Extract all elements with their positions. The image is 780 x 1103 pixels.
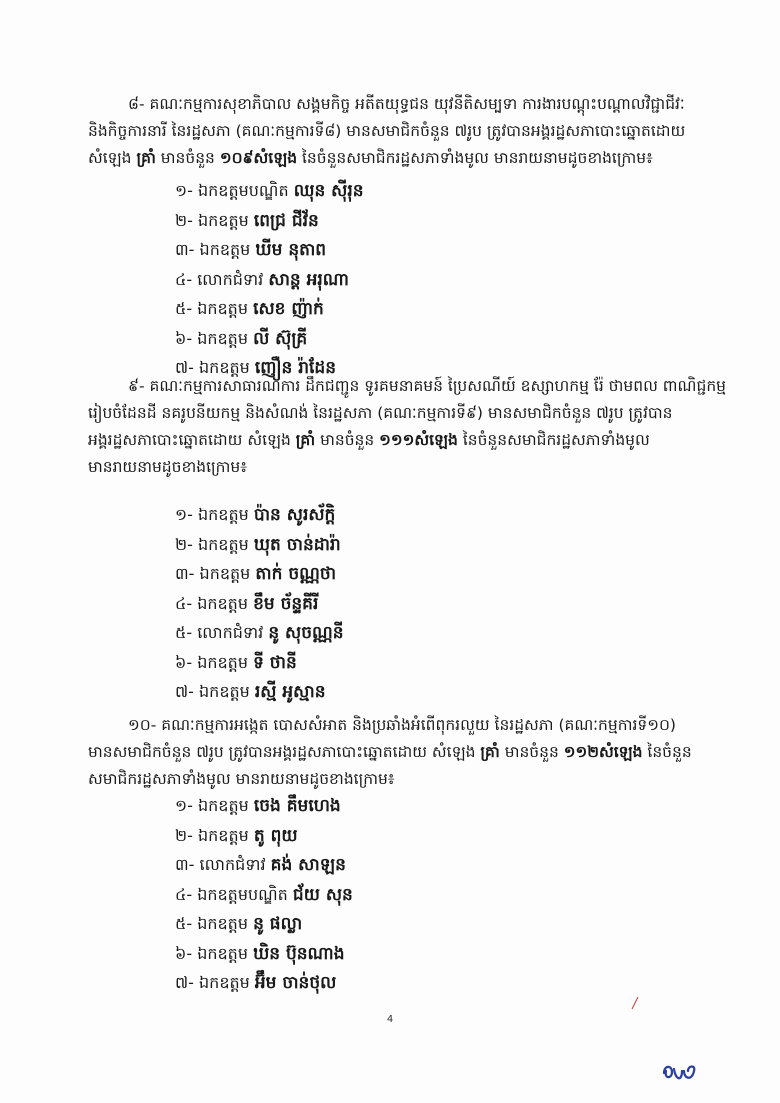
committee-8-vote-suffix: នៃចំនួនសមាជិករដ្ឋសភាទាំងមូល មានរាយនាមដូចខាងក្រោម៖: [301, 149, 653, 167]
member-name: ឈុន ស៊ីរុន: [293, 181, 364, 201]
member-item: [175, 265, 595, 295]
member-number: ៤-: [175, 593, 193, 613]
member-name: ឃិន ប៊ុនណាង: [253, 943, 345, 964]
member-title: ឯកឧត្តម: [197, 299, 248, 318]
committee-8-line-2: និងកិច្ចការនារី នៃរដ្ឋសភា (គណៈកម្មការទី៨) មានសមាជិកចំនួន ៧រូប ត្រូវបានអង្គរដ្ឋសភាបោះឆ្នោតដោយ: [88, 122, 686, 140]
member-number: ១-: [175, 505, 193, 524]
member-name: តាក់ ចណ្ណថា: [255, 564, 337, 584]
committee-9-paragraph: [88, 373, 726, 481]
committee-8-vote-prefix: សំឡេង: [88, 149, 132, 167]
committee-8-line-3: [88, 145, 694, 172]
member-name: ញឿន រ៉ាដែន: [254, 358, 336, 378]
member-number: ៤-: [175, 884, 193, 904]
committee-10-line-1: ១០- គណៈកម្មការអង្កេត បោសសំអាត និងប្រឆាំងអំពើពុករលួយ នៃរដ្ឋសភា (គណៈកម្មការទី១០): [128, 716, 676, 734]
committee-8-vote-mid: មានចំនួន: [160, 149, 215, 167]
member-item: [175, 530, 595, 560]
committee-9-vote-count: ១១១សំឡេង: [379, 431, 458, 449]
member-name: គង់ សាឡន: [270, 855, 346, 875]
member-name: ឃីម នុតាព: [255, 240, 327, 260]
member-item: [175, 821, 595, 851]
member-title: ឯកឧត្តម: [199, 358, 250, 377]
committee-9-vote-prefix: អង្គរដ្ឋសភាបោះឆ្នោតដោយ សំឡេង: [88, 431, 291, 449]
committee-10-vote-type: គ្រាំ: [480, 743, 500, 761]
member-name: ចេង គឹមហេង: [253, 796, 341, 816]
member-name: ប៉ាន សូរស័ក្តិ: [253, 505, 336, 525]
member-item: [175, 880, 595, 910]
member-number: ៧-: [175, 682, 194, 701]
member-item: [175, 968, 595, 998]
member-item: [175, 648, 595, 678]
committee-10-vote-mid: មានចំនួន: [504, 743, 559, 761]
member-number: ២-: [175, 534, 193, 554]
member-item: [175, 324, 595, 354]
member-name: ទី ថានី: [253, 652, 297, 673]
committee-8-line-1: ៨- គណៈកម្មការសុខាភិបាល សង្គមកិច្ច អតីតយុទ្ធជន យុវនីតិសម្បទា ការងារបណ្តុះបណ្តាលវិជ្ជាជីវៈ: [128, 95, 685, 113]
member-title: ឯកឧត្តម: [197, 943, 248, 963]
member-title: ឯកឧត្តម: [197, 534, 249, 554]
committee-9-vote-suffix: នៃចំនួនសមាជិករដ្ឋសភាទាំងមូល: [462, 431, 650, 449]
member-number: ៣-: [175, 855, 195, 874]
member-item: [175, 294, 595, 324]
member-item: [175, 939, 595, 969]
committee-10-member-list: [175, 791, 595, 998]
member-title: ឯកឧត្តម: [197, 210, 249, 230]
member-title: ឯកឧត្តម: [197, 652, 248, 672]
member-title: លោកជំទាវ: [197, 623, 264, 642]
committee-9-vote-type: គ្រាំ: [295, 431, 316, 449]
member-number: ៣-: [175, 564, 195, 583]
committee-8-paragraph: [88, 91, 694, 172]
member-name: អ៊ឹម ចាន់ថុល: [254, 973, 337, 993]
member-title: ឯកឧត្តម: [197, 593, 248, 613]
member-title: ឯកឧត្តមបណ្ឌិត: [197, 884, 288, 904]
member-name: ឃុត ចាន់ដារ៉ា: [253, 534, 341, 555]
member-title: ឯកឧត្តម: [197, 796, 249, 815]
member-number: ៦-: [175, 943, 193, 963]
member-name: សេខ ញ៉ាក់: [253, 299, 324, 319]
member-name: ពេជ្រ ជីវ័ន: [253, 210, 319, 231]
member-title: ឯកឧត្តម: [197, 328, 248, 348]
member-number: ៦-: [175, 652, 193, 672]
member-item: [175, 677, 595, 707]
member-number: ៧-: [175, 973, 194, 992]
member-title: ឯកឧត្តម: [199, 564, 251, 583]
member-title: ឯកឧត្តម: [199, 682, 250, 701]
committee-10-vote-prefix: មានសមាជិកចំនួន ៧រូប ត្រូវបានអង្គរដ្ឋសភាបោះឆ្នោតដោយ សំឡេង: [88, 743, 476, 761]
member-item: [175, 909, 595, 939]
member-name: នូ សុចណ្ណនី: [268, 623, 344, 643]
committee-10-vote-count: ១១២សំឡេង: [563, 743, 643, 761]
member-number: ២-: [175, 210, 193, 230]
member-number: ៦-: [175, 328, 193, 348]
committee-9-member-list: [175, 500, 595, 707]
member-number: ១-: [175, 181, 193, 200]
member-title: ឯកឧត្តមបណ្ឌិត: [197, 181, 289, 200]
member-title: ឯកឧត្តម: [197, 825, 249, 845]
member-number: ៥-: [175, 914, 193, 933]
member-number: ៤-: [175, 269, 193, 289]
member-name: លី ស៊ុគ្រី: [253, 328, 308, 349]
member-item: [175, 176, 595, 206]
member-item: [175, 559, 595, 589]
committee-9-line-2: រៀបចំដែនដី នគរូបនីយកម្ម និងសំណង់ នៃរដ្ឋសភា (គណៈកម្មការទី៩) មានសមាជិកចំនួន ៧រូប ត្រូវបាន: [88, 404, 673, 422]
member-number: ១-: [175, 796, 193, 815]
member-name: សាន្ត អរុណា: [268, 269, 349, 290]
member-item: [175, 500, 595, 530]
member-name: រស្មី អូស្មាន: [254, 682, 326, 702]
member-name: នូ ផល្លា: [253, 914, 303, 934]
member-number: ៣-: [175, 240, 195, 259]
member-name: ជ័យ សុន: [292, 884, 353, 905]
committee-10-line-2: [88, 739, 694, 766]
committee-9-line-1: ៩- គណៈកម្មការសាធារណការ ដឹកជញ្ជូន ទូរគមនាគមន៍ ប្រៃសណីយ៍ ឧស្សាហកម្ម រ៉ែ ថាមពល ពាណិជ្ជកម្ម: [128, 377, 726, 395]
committee-8-vote-count: ១០៩សំឡេង: [219, 149, 298, 167]
committee-9-line-3: [88, 427, 694, 454]
member-item: [175, 791, 595, 821]
member-number: ៥-: [175, 623, 193, 642]
committee-9-vote-mid: មានចំនួន: [320, 431, 375, 449]
committee-8-member-list: [175, 176, 595, 383]
member-name: តូ ពុយ: [253, 825, 298, 846]
member-title: ឯកឧត្តម: [199, 973, 250, 992]
member-item: [175, 618, 595, 648]
committee-10-paragraph: [88, 712, 694, 793]
member-name: ខឹម ច័ន្ទគីរី: [253, 593, 319, 614]
member-title: ឯកឧត្តម: [197, 505, 249, 524]
member-title: ឯកឧត្តម: [199, 240, 251, 259]
initials-icon: [660, 1055, 700, 1085]
committee-10-line-3: សមាជិករដ្ឋសភាទាំងមូល មានរាយនាមដូចខាងក្រោម៖: [88, 770, 395, 788]
committee-9-line-4: មានរាយនាមដូចខាងក្រោម៖: [88, 458, 248, 476]
page-number: 4: [386, 1014, 394, 1025]
member-item: [175, 235, 595, 265]
member-title: លោកជំទាវ: [197, 269, 264, 289]
member-item: [175, 850, 595, 880]
pen-tick-mark: [630, 996, 640, 1010]
member-number: ៧-: [175, 358, 194, 377]
member-item: [175, 206, 595, 236]
committee-8-vote-type: គ្រាំ: [136, 149, 156, 167]
committee-10-vote-suffix: នៃចំនួន: [647, 743, 692, 761]
member-title: ឯកឧត្តម: [197, 914, 248, 933]
member-number: ២-: [175, 825, 193, 845]
member-item: [175, 589, 595, 619]
member-title: លោកជំទាវ: [199, 855, 266, 874]
member-number: ៥-: [175, 299, 193, 318]
